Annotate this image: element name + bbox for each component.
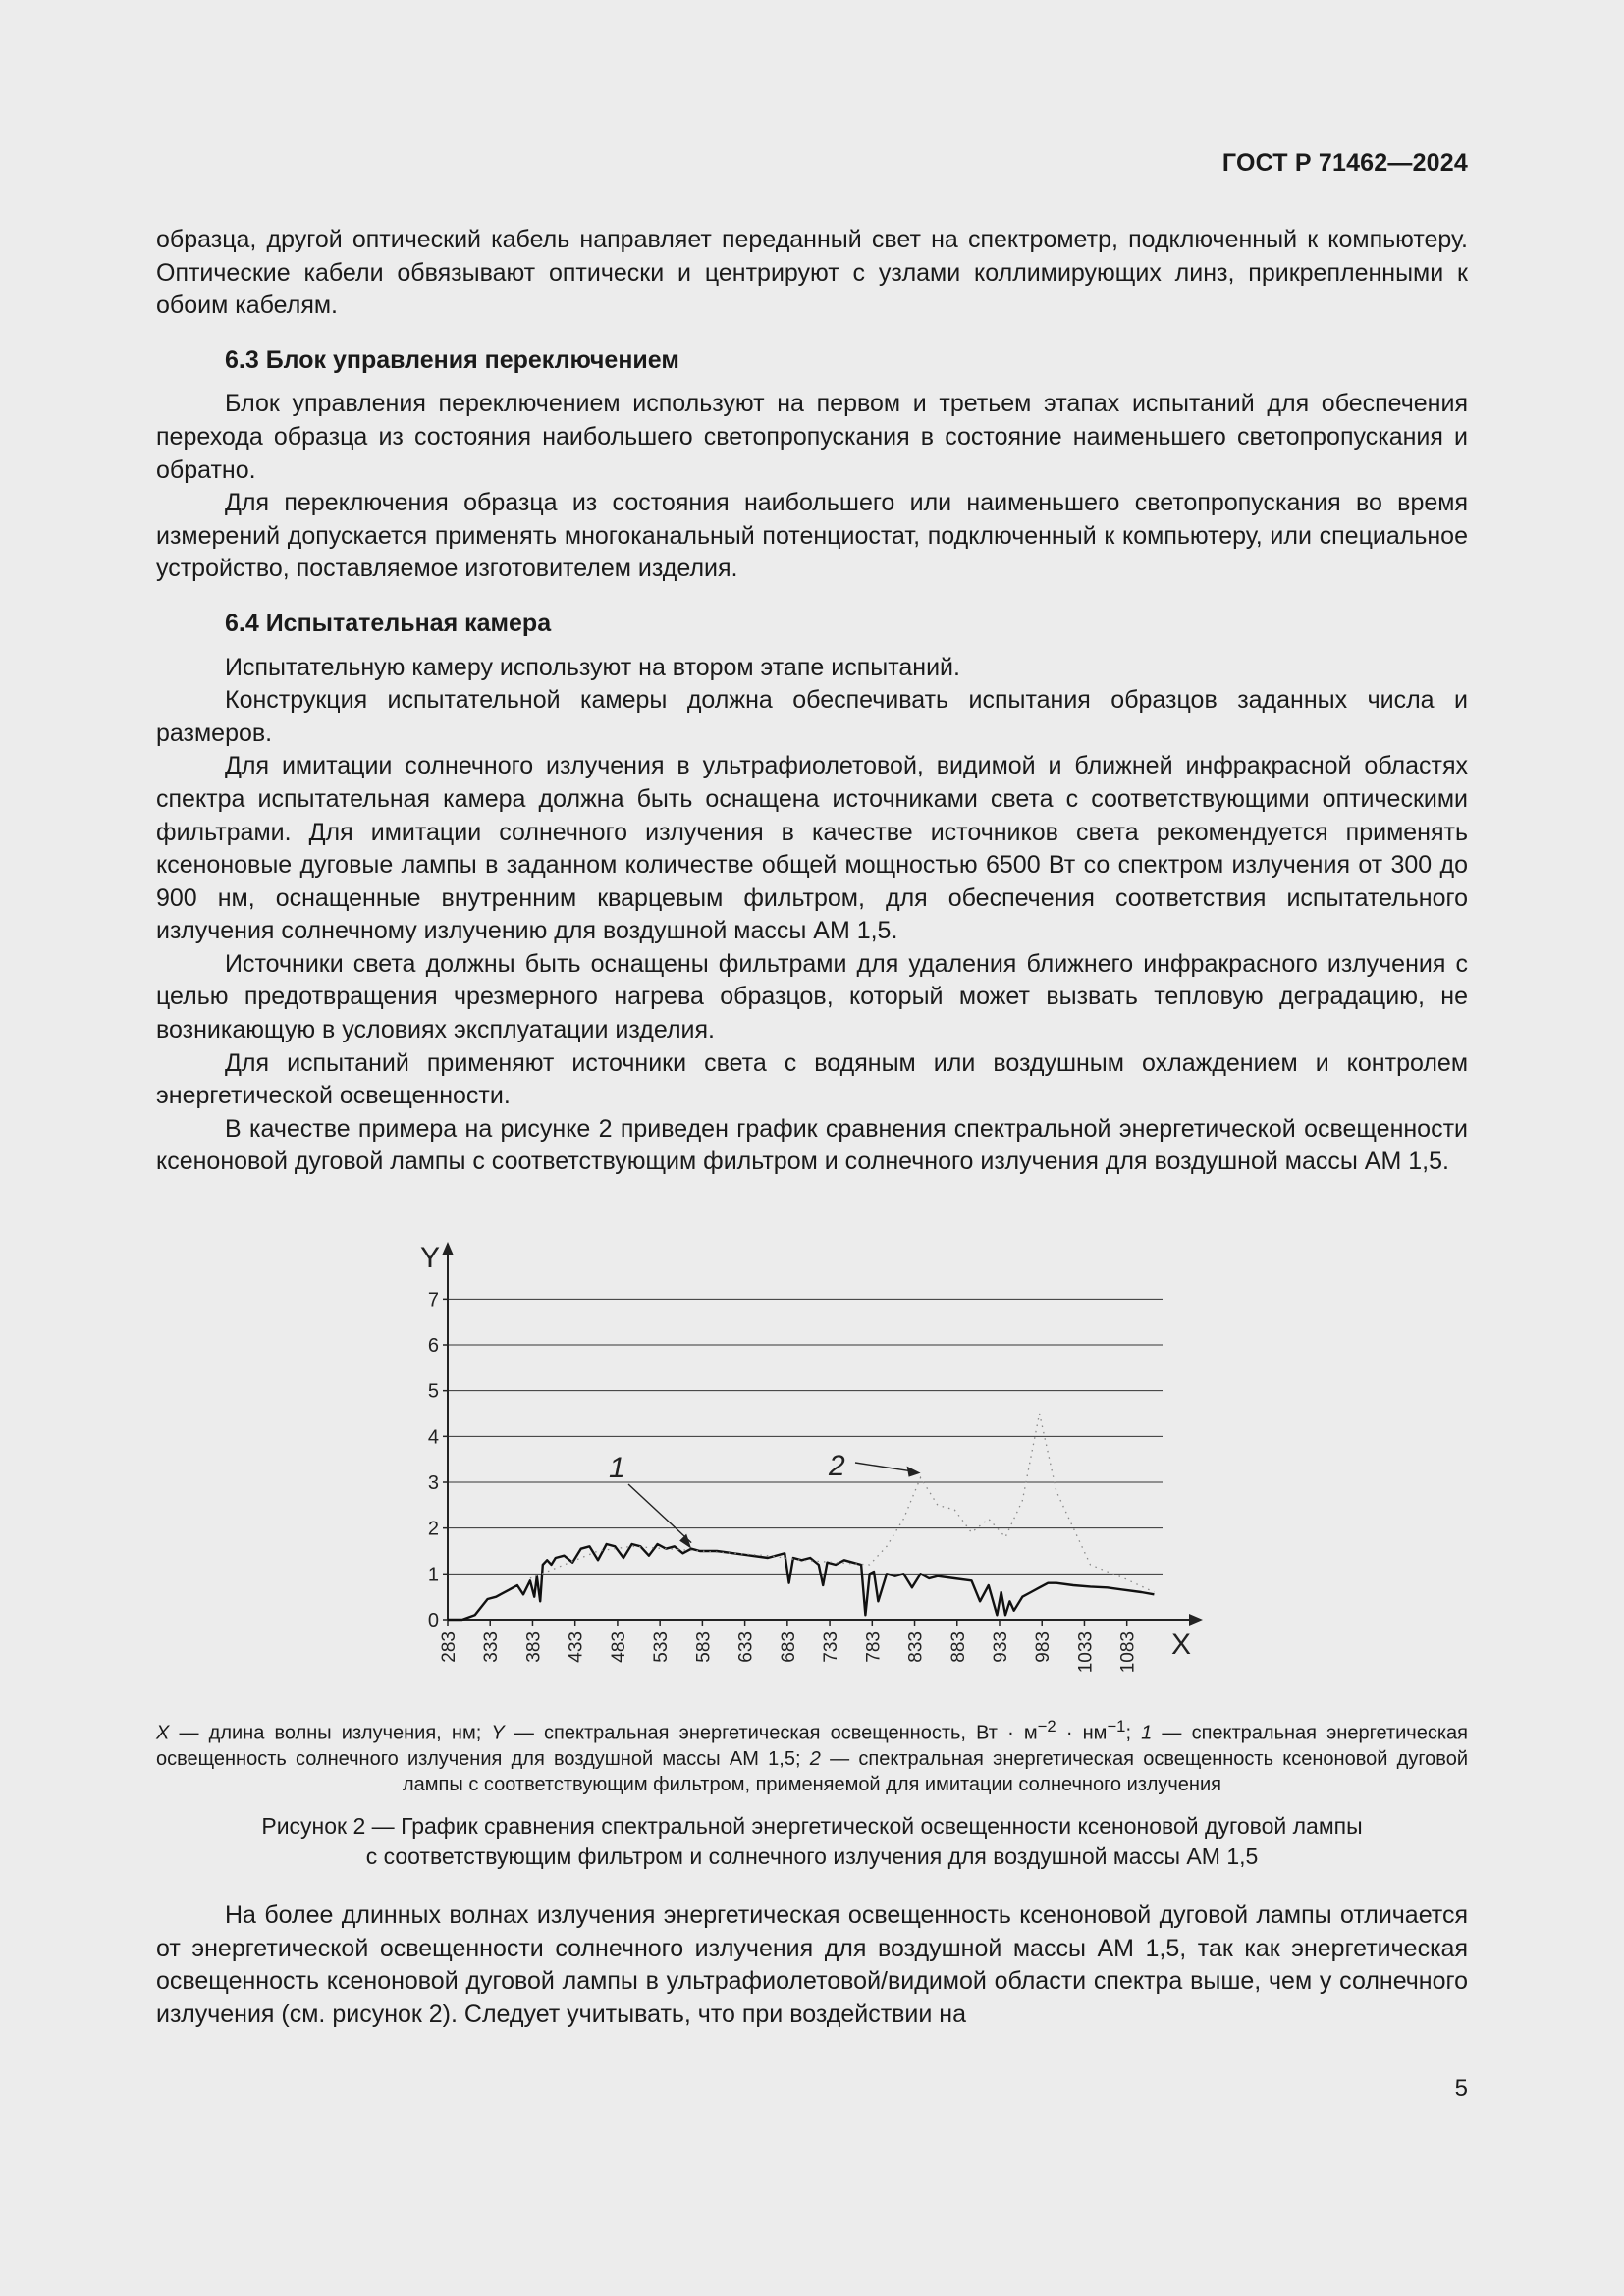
paragraph: Конструкция испытательной камеры должна обеспечивать испытания образцов заданных числа и размеров. [156, 686, 1468, 747]
x-tick-label: 283 [439, 1631, 460, 1663]
figure-2 [156, 1242, 1468, 1688]
page-number: 5 [1454, 2075, 1468, 2102]
y-tick-label: 4 [427, 1426, 439, 1449]
legend-y-exp2: −1 [1107, 1717, 1126, 1735]
legend-y-desc-b: · нм [1056, 1722, 1108, 1744]
paragraph: Испытательную камеру используют на втором этапе испытаний. [225, 653, 960, 681]
caption-line-1: Рисунок 2 — График сравнения спектральной энергетической освещенности ксеноновой дуговой лампы [261, 1813, 1363, 1839]
x-tick-label: 1033 [1075, 1631, 1097, 1674]
x-axis-label: X [1171, 1629, 1192, 1661]
paragraph: В качестве примера на рисунке 2 приведен график сравнения спектральной энергетической освещенности ксеноновой дуговой лампы с соответствующим фильтром и солнечного излучения для воздушной массы АМ 1,5. [156, 1114, 1468, 1176]
x-tick-label: 983 [1033, 1631, 1055, 1663]
spectral-chart [156, 1242, 1468, 1688]
legend-y-symbol: Y [491, 1722, 505, 1744]
paragraph: Блок управления переключением используют на первом и третьем этапах испытаний для обеспечения перехода образца из состояния наибольшего светопропускания в состояние наименьшего светопропускания и обратно. [156, 390, 1468, 484]
x-tick-label: 433 [566, 1631, 587, 1663]
legend-y-exp1: −2 [1037, 1717, 1056, 1735]
x-tick-label: 783 [863, 1631, 885, 1663]
x-tick-label: 933 [990, 1631, 1011, 1663]
annotation-2-arrow [855, 1463, 911, 1471]
x-tick-label: 533 [651, 1631, 673, 1663]
paragraph-continuation: образца, другой оптический кабель направляет переданный свет на спектрометр, подключенный к компьютеру. Оптические кабели обвязывают оптически и центрируют с узлами коллимирующих линз, прикрепленными к обоим кабелям. [156, 226, 1468, 320]
y-axis-arrow [442, 1242, 454, 1255]
x-tick-label: 1083 [1117, 1631, 1139, 1674]
series-2-line [530, 1414, 1155, 1592]
legend-s1-symbol: 1 [1141, 1722, 1153, 1744]
y-tick-label: 7 [427, 1289, 439, 1311]
figure-legend [156, 1714, 1468, 1797]
y-tick-label: 3 [427, 1472, 439, 1494]
section-6-4-title: 6.4 Испытательная камера [225, 609, 552, 637]
x-tick-label: 583 [693, 1631, 715, 1663]
legend-y-desc: — спектральная энергетическая освещенность, Вт · м [504, 1722, 1038, 1744]
figure-caption [156, 1811, 1468, 1872]
caption-line-2: с соответствующим фильтром и солнечного излучения для воздушной массы АМ 1,5 [365, 1843, 1259, 1869]
x-tick-label: 333 [481, 1631, 503, 1663]
legend-s2-desc: — спектральная энергетическая освещенность ксеноновой дуговой лампы с соответствующим фильтром, применяемой для имитации солнечного излучения [403, 1747, 1468, 1795]
x-tick-label: 383 [523, 1631, 545, 1663]
series-1-line [448, 1544, 1154, 1620]
main-text [156, 224, 1468, 1179]
legend-s2-symbol: 2 [809, 1747, 821, 1770]
y-tick-label: 0 [427, 1610, 439, 1631]
y-tick-label: 1 [427, 1564, 439, 1586]
annotation-1-arrow [628, 1484, 691, 1543]
document-id: ГОСТ Р 71462—2024 [1221, 149, 1468, 177]
paragraph: Для испытаний применяют источники света с водяным или воздушным охлаждением и контролем энергетической освещенности. [156, 1048, 1468, 1110]
annotation-1-label: 1 [609, 1452, 625, 1484]
x-axis-arrow [1189, 1614, 1203, 1626]
paragraph: На более длинных волнах излучения энергетическая освещенность ксеноновой дуговой лампы отличается от энергетической освещенности солнечного излучения для воздушной массы АМ 1,5, так как энергетическая освещенность ксеноновой дуговой лампы в ультрафиолетовой/видимой области спектра выше, чем у солнечного излучения (см. рисунок 2). Следует учитывать, что при воздействии на [156, 1901, 1468, 2028]
x-tick-label: 883 [947, 1631, 969, 1663]
section-6-3-title: 6.3 Блок управления переключением [225, 346, 679, 374]
paragraph: Источники света должны быть оснащены фильтрами для удаления ближнего инфракрасного излучения с целью предотвращения чрезмерного нагрева образцов, который может вызвать тепловую деградацию, не возникающую в условиях эксплуатации изделия. [156, 949, 1468, 1044]
legend-s1-desc: — спектральная энергетическая освещенность солнечного излучения для воздушной массы АМ 1,5; [156, 1722, 1468, 1770]
y-tick-label: 6 [427, 1335, 439, 1357]
x-tick-label: 633 [735, 1631, 757, 1663]
paragraph: Для переключения образца из состояния наибольшего или наименьшего светопропускания во время измерений допускается применять многоканальный потенциостат, подключенный к компьютеру, или специальное устройство, поставляемое изготовителем изделия. [156, 489, 1468, 583]
y-tick-label: 2 [427, 1518, 439, 1540]
annotation-2-arrowhead [907, 1467, 921, 1477]
x-tick-label: 733 [821, 1631, 842, 1663]
legend-x-symbol: X [156, 1722, 170, 1744]
x-tick-label: 833 [905, 1631, 927, 1663]
x-tick-label: 683 [778, 1631, 799, 1663]
x-tick-label: 483 [608, 1631, 629, 1663]
annotation-2-label: 2 [829, 1450, 845, 1482]
main-text-continued [156, 1899, 1468, 2031]
legend-x-desc: — длина волны излучения, нм; [169, 1722, 492, 1744]
y-axis-label: Y [420, 1242, 441, 1274]
paragraph: Для имитации солнечного излучения в ультрафиолетовой, видимой и ближней инфракрасной областях спектра испытательная камера должна быть оснащена источниками света с соответствующими оптическими фильтрами. Для имитации солнечного излучения в качестве источников света рекомендуется применять ксеноновые дуговые лампы в заданном количестве общей мощностью 6500 Вт со спектром излучения от 300 до 900 нм, оснащенные внутренним кварцевым фильтром, для обеспечения соответствия испытательного излучения солнечному излучению для воздушной массы АМ 1,5. [156, 752, 1468, 945]
legend-y-desc-c: ; [1125, 1722, 1142, 1744]
y-tick-label: 5 [427, 1380, 439, 1403]
